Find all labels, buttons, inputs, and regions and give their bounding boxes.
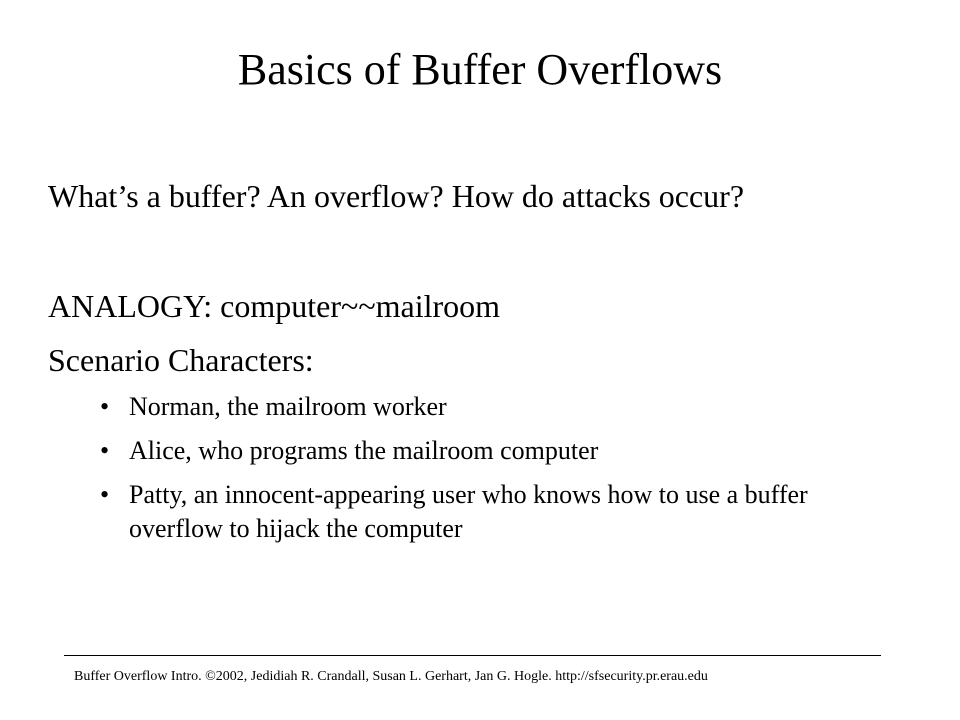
character-text: Patty, an innocent-appearing user who knows how to use a buffer overflow to hijack the computer xyxy=(129,480,808,543)
character-item-norman xyxy=(100,390,900,424)
scenario-heading: Scenario Characters: xyxy=(48,342,314,378)
analogy-text: ANALOGY: computer~~mailroom xyxy=(48,288,501,324)
character-text: Norman, the mailroom worker xyxy=(129,392,447,421)
footer-text: Buffer Overflow Intro. ©2002, Jedidiah R. Crandall, Susan L. Gerhart, Jan G. Hogle. http://sfsecurity.pr.erau.edu xyxy=(74,669,708,684)
character-item-alice xyxy=(100,434,900,468)
footer-divider xyxy=(64,655,881,656)
bullet-icon: • xyxy=(100,392,110,421)
character-list xyxy=(100,390,900,556)
character-item-patty xyxy=(100,478,900,546)
question-text: What’s a buffer? An overflow? How do attacks occur? xyxy=(48,178,745,214)
character-text: Alice, who programs the mailroom computer xyxy=(129,436,599,465)
slide-title: Basics of Buffer Overflows xyxy=(237,45,723,94)
bullet-icon: • xyxy=(100,480,110,509)
bullet-icon: • xyxy=(100,436,110,465)
